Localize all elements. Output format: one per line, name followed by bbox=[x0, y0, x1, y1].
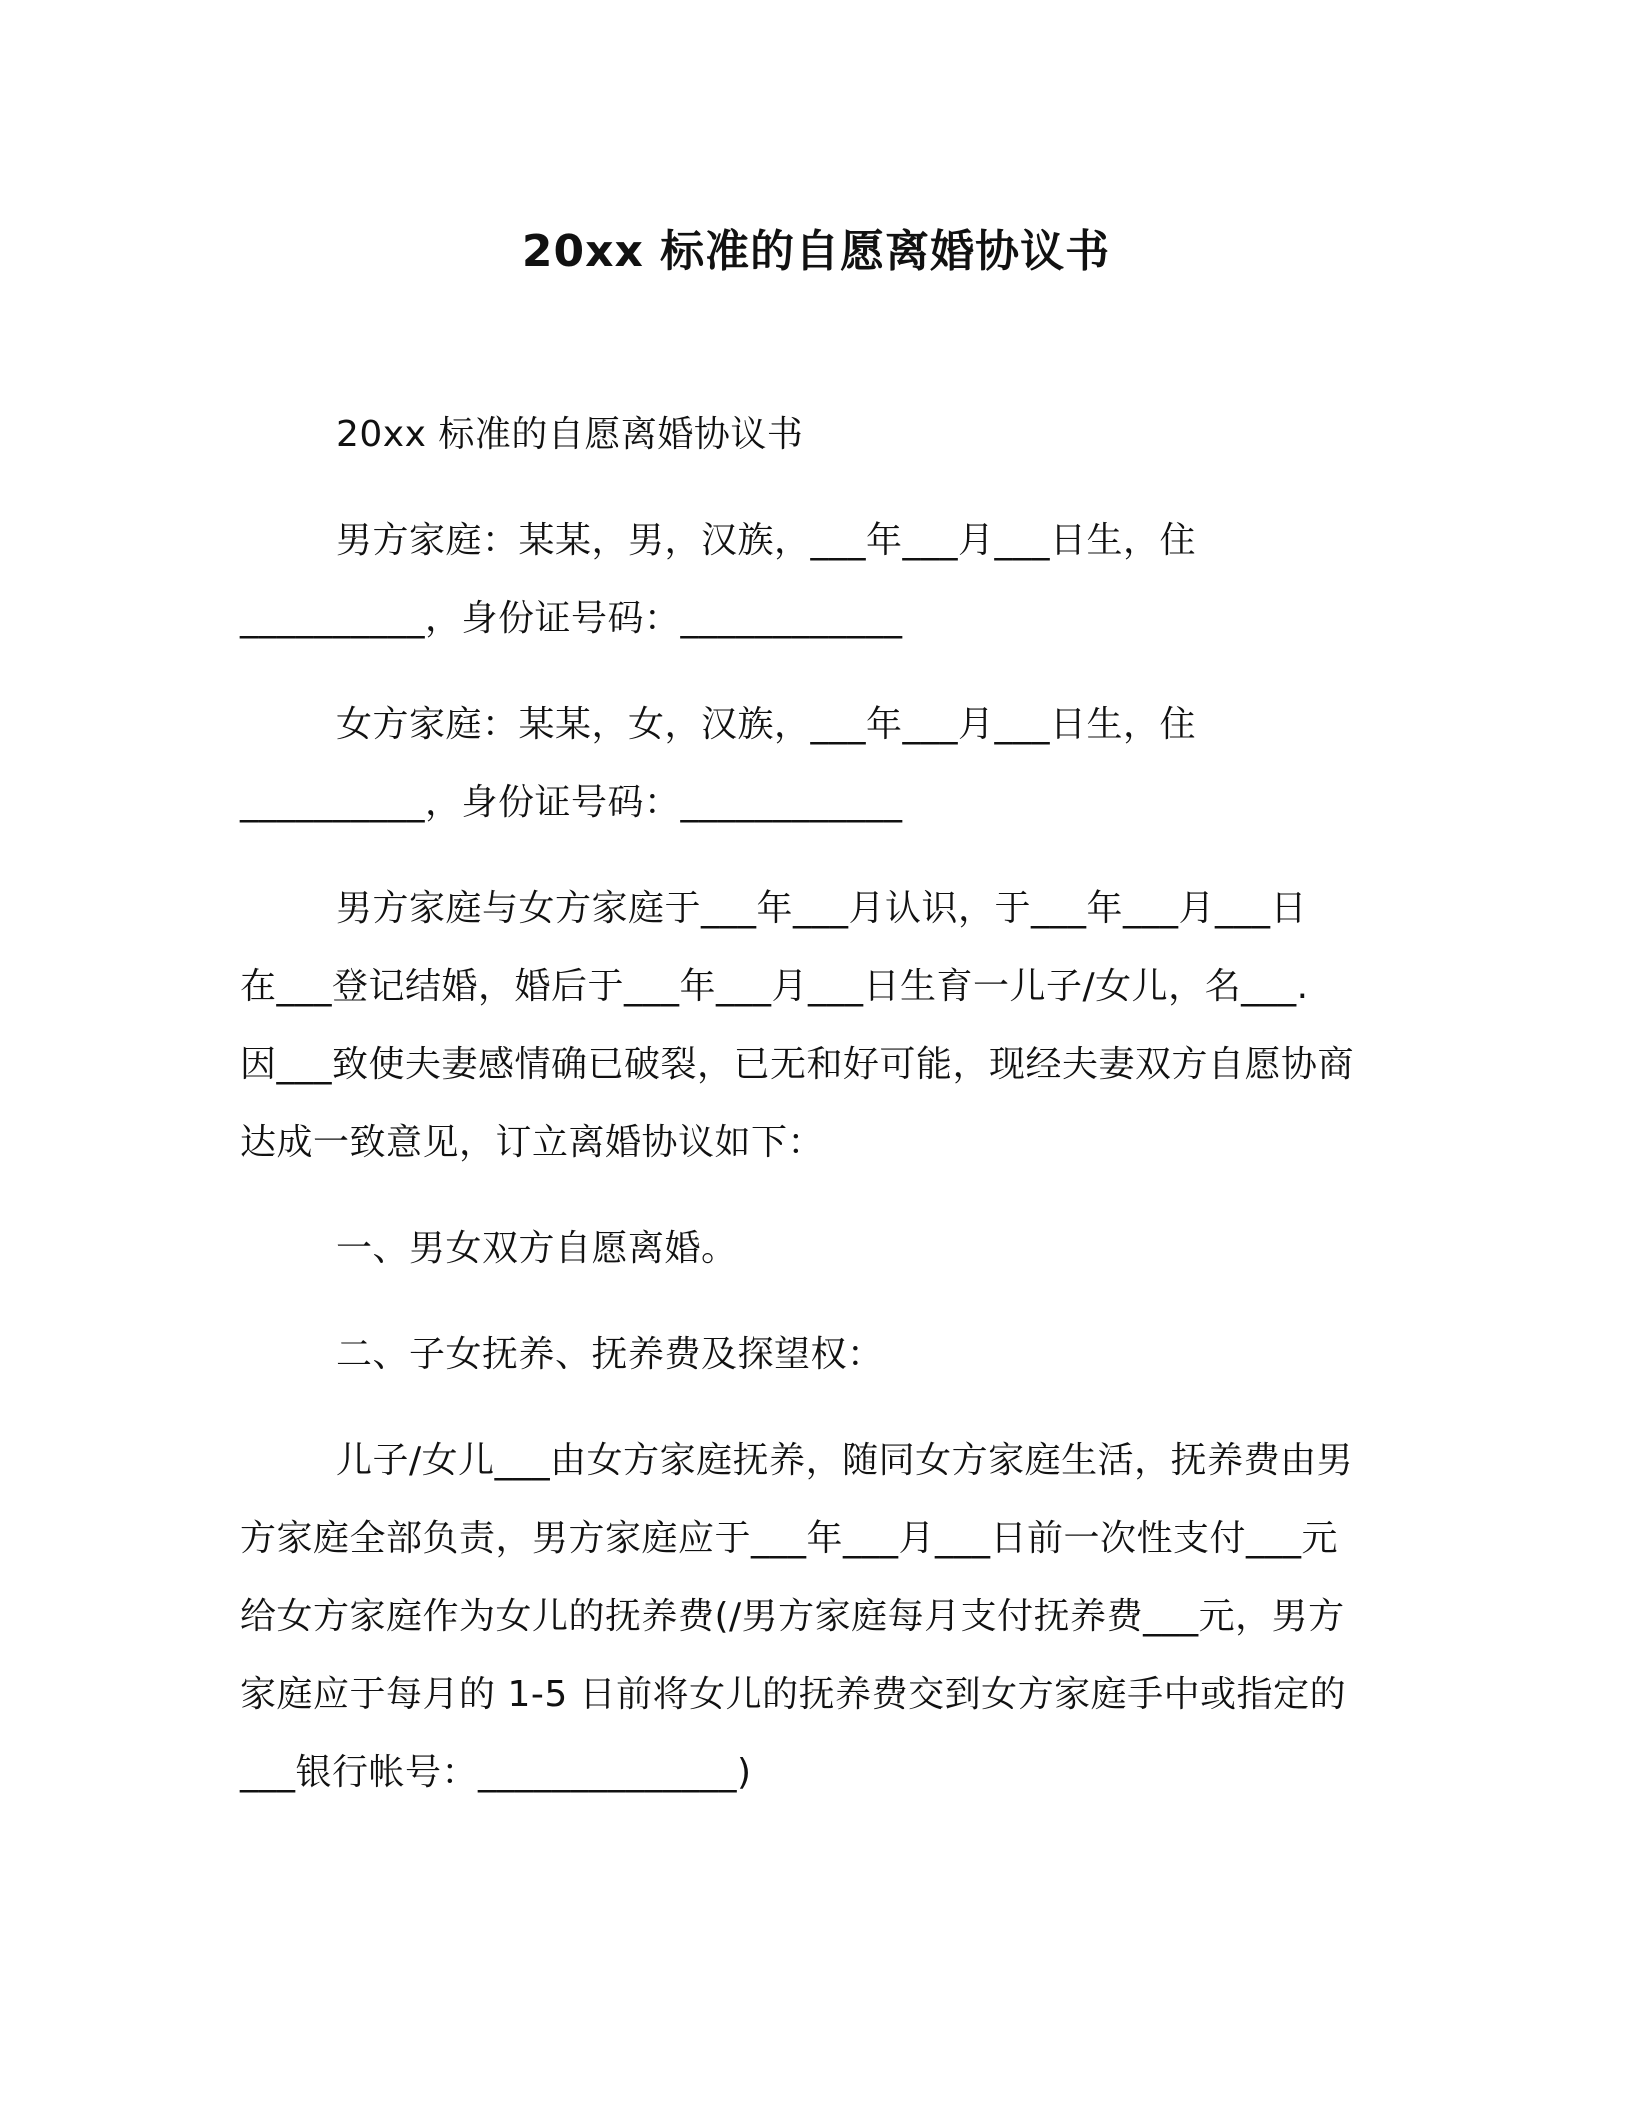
document-title: 20xx 标准的自愿离婚协议书 bbox=[521, 226, 1111, 277]
intro-paragraph bbox=[240, 870, 1390, 1182]
subtitle-text: 20xx 标准的自愿离婚协议书 bbox=[336, 414, 804, 455]
document-body bbox=[240, 396, 1390, 1840]
intro-line-1: 男方家庭与女方家庭于___年___月认识，于___年___月___日 bbox=[336, 888, 1308, 929]
male-party-line-1: 男方家庭：某某，男，汉族，___年___月___日生，住 bbox=[336, 520, 1197, 561]
child-support-line-3: 给女方家庭作为女儿的抚养费(/男方家庭每月支付抚养费___元，男方 bbox=[240, 1596, 1345, 1637]
intro-line-3: 因___致使夫妻感情确已破裂，已无和好可能，现经夫妻双方自愿协商 bbox=[240, 1044, 1355, 1085]
male-party-line-2: __________，身份证号码：____________ bbox=[240, 598, 903, 639]
child-support-line-4: 家庭应于每月的 1-5 日前将女儿的抚养费交到女方家庭手中或指定的 bbox=[240, 1674, 1347, 1715]
clause-1-paragraph bbox=[240, 1210, 1390, 1288]
clause-2-text: 二、子女抚养、抚养费及探望权： bbox=[336, 1334, 884, 1375]
child-support-paragraph bbox=[240, 1422, 1390, 1812]
child-support-line-5: ___银行帐号：______________) bbox=[240, 1752, 752, 1793]
child-support-line-2: 方家庭全部负责，男方家庭应于___年___月___日前一次性支付___元 bbox=[240, 1518, 1339, 1559]
female-party-line-1: 女方家庭：某某，女，汉族，___年___月___日生，住 bbox=[336, 704, 1197, 745]
child-support-line-1: 儿子/女儿___由女方家庭抚养，随同女方家庭生活，抚养费由男 bbox=[336, 1440, 1354, 1481]
clause-2-paragraph bbox=[240, 1316, 1390, 1394]
subtitle-paragraph bbox=[240, 396, 1390, 474]
female-party-line-2: __________，身份证号码：____________ bbox=[240, 782, 903, 823]
intro-line-2: 在___登记结婚，婚后于___年___月___日生育一儿子/女儿，名___. bbox=[240, 966, 1309, 1007]
female-party-paragraph bbox=[240, 686, 1390, 842]
clause-1-text: 一、男女双方自愿离婚。 bbox=[336, 1228, 738, 1269]
male-party-paragraph bbox=[240, 502, 1390, 658]
intro-line-4: 达成一致意见，订立离婚协议如下： bbox=[240, 1122, 825, 1163]
